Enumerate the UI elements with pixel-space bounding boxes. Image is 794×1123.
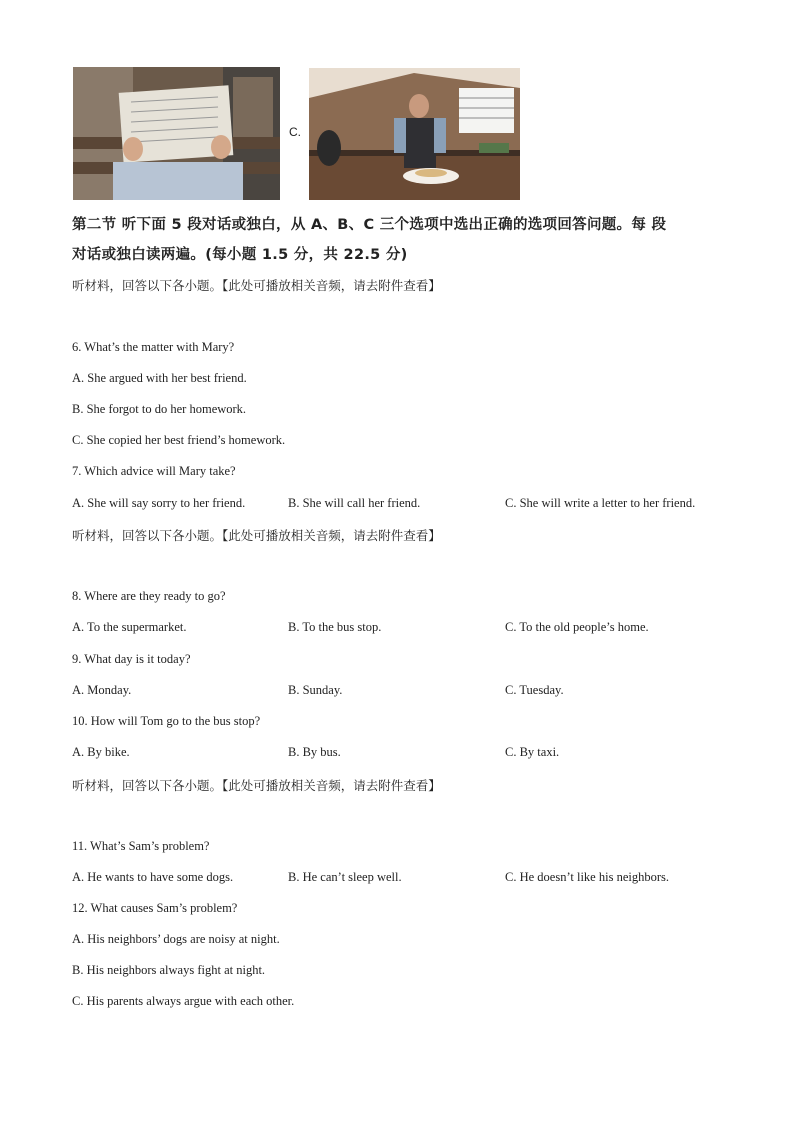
option-12-b: B. His neighbors always fight at night.	[72, 963, 266, 977]
question-10: 10. How will Tom go to the bus stop?	[72, 714, 261, 728]
option-11-b: B. He can’t sleep well.	[288, 870, 402, 884]
audio-instruction: 听材料，回答以下各小题。【此处可播放相关音频，请去附件查看】	[72, 778, 441, 793]
option-8-a: A. To the supermarket.	[72, 620, 187, 634]
question-9: 9. What day is it today?	[72, 652, 191, 666]
option-6-b: B. She forgot to do her homework.	[72, 402, 247, 416]
option-11-c: C. He doesn’t like his neighbors.	[505, 870, 669, 884]
option-11-a: A. He wants to have some dogs.	[72, 870, 234, 884]
question-6: 6. What’s the matter with Mary?	[72, 340, 235, 354]
cooking-photo-icon	[309, 68, 520, 200]
audio-instruction: 听材料，回答以下各小题。【此处可播放相关音频，请去附件查看】	[72, 278, 441, 293]
question-7: 7. Which advice will Mary take?	[72, 464, 236, 478]
option-12-a: A. His neighbors’ dogs are noisy at night.	[72, 932, 280, 946]
option-10-b: B. By bus.	[288, 745, 341, 759]
option-10-a: A. By bike.	[72, 745, 130, 759]
section-title	[72, 210, 727, 270]
section-title-line-2: 对话或独白读两遍。(每小题 1.5 分，共 22.5 分)	[72, 247, 408, 263]
option-9-c: C. Tuesday.	[505, 683, 564, 697]
option-6-a: A. She argued with her best friend.	[72, 371, 247, 385]
photo-man-reading-newspaper	[73, 67, 280, 200]
question-12: 12. What causes Sam’s problem?	[72, 901, 238, 915]
option-8-c: C. To the old people’s home.	[505, 620, 649, 634]
section-title-line-1: 第二节 听下面 5 段对话或独白，从 A、B、C 三个选项中选出正确的选项回答问题。每 段	[72, 217, 667, 233]
option-6-c: C. She copied her best friend’s homework.	[72, 433, 286, 447]
question-11: 11. What’s Sam’s problem?	[72, 839, 210, 853]
option-7-b: B. She will call her friend.	[288, 496, 421, 510]
option-7-c: C. She will write a letter to her friend.	[505, 496, 696, 510]
option-12-c: C. His parents always argue with each other.	[72, 994, 295, 1008]
option-7-a: A. She will say sorry to her friend.	[72, 496, 246, 510]
photo-man-cooking-kitchen	[309, 68, 520, 200]
option-9-b: B. Sunday.	[288, 683, 343, 697]
option-8-b: B. To the bus stop.	[288, 620, 382, 634]
option-c-label: C.	[289, 125, 301, 139]
newspaper-photo-icon	[73, 67, 280, 200]
option-9-a: A. Monday.	[72, 683, 132, 697]
option-10-c: C. By taxi.	[505, 745, 560, 759]
question-8: 8. Where are they ready to go?	[72, 589, 226, 603]
audio-instruction: 听材料，回答以下各小题。【此处可播放相关音频，请去附件查看】	[72, 528, 441, 543]
